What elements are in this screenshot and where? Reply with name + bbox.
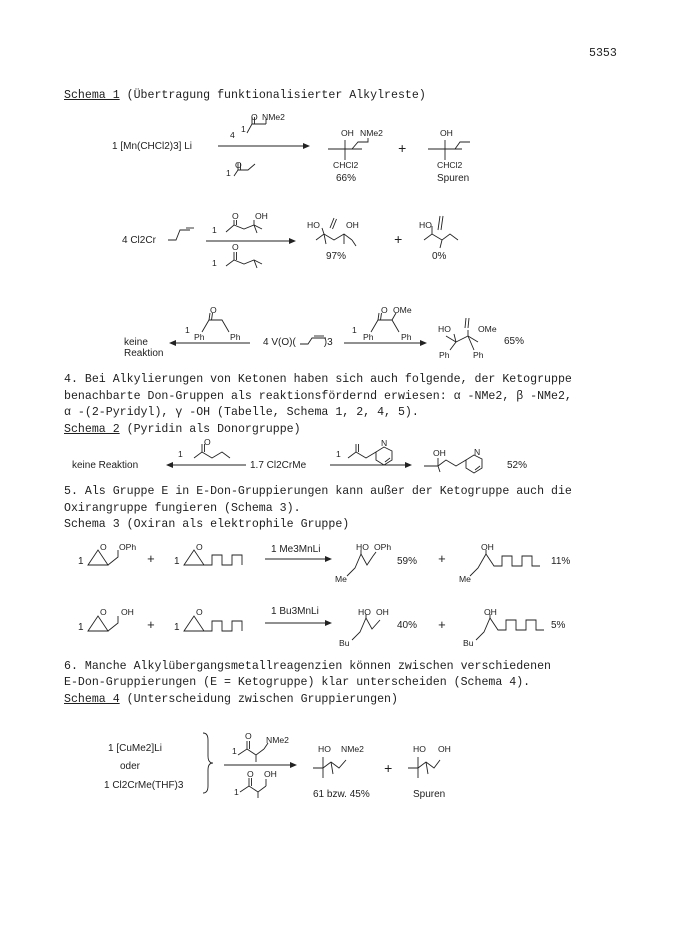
- s3r1-coef1: 1: [78, 556, 84, 567]
- s3r1-coef2: 1: [174, 556, 180, 567]
- s3r1-epoxide1: [88, 550, 118, 565]
- s1r3-p-ho: HO: [438, 324, 451, 334]
- schema3-caption: (Oxiran als elektrophile Gruppe): [119, 518, 350, 531]
- s1r1-p2-oh: OH: [440, 128, 453, 138]
- schema2-label: Schema 2: [64, 423, 120, 436]
- s2-o: O: [204, 437, 211, 447]
- s1r3-arrow-right: [344, 340, 427, 346]
- s3r1-p2-me: Me: [459, 574, 471, 584]
- s1r3-keine: keine: [124, 337, 148, 348]
- s1r3-reagent: 4 V(O)( )3: [263, 337, 333, 348]
- s3r2-product2: [476, 614, 544, 640]
- s4-p1-nme2: NMe2: [341, 744, 364, 754]
- s1r2-plus: +: [394, 233, 403, 249]
- schema1-label: Schema 1: [64, 89, 120, 102]
- s1r3-vinyl-ligand: [300, 336, 326, 344]
- s3r1-product1: [347, 550, 376, 576]
- s2-coef-left: 1: [178, 449, 183, 459]
- s3r1-p2-oh: OH: [481, 542, 494, 552]
- s1r3-o-left: O: [210, 305, 217, 315]
- s1r3-p-ph2: Ph: [473, 350, 484, 360]
- s3r1-product2: [470, 550, 540, 576]
- s3r2-p1-ho: HO: [358, 607, 371, 617]
- s1r3-ph-r2: Ph: [401, 332, 412, 342]
- s4-plus: +: [384, 762, 393, 778]
- s4-p1-ho: HO: [318, 744, 331, 754]
- s1r3-product: [446, 318, 478, 350]
- s1r2-product2: [424, 216, 458, 248]
- s2-arrow-right: [330, 462, 412, 468]
- s3r1-oph: OPh: [119, 542, 137, 552]
- s3r2-reagent: 1 Bu3MnLi: [271, 606, 319, 617]
- s4-reactant-bottom: [240, 778, 266, 798]
- s4-product2: [408, 757, 440, 778]
- s1r2-oh-top: OH: [255, 211, 268, 221]
- schema4-label: Schema 4: [64, 693, 120, 706]
- s1r1-arrow: [218, 143, 310, 149]
- s4-o-bottom: O: [247, 769, 254, 779]
- s1r2-reactant-top: [226, 220, 262, 233]
- s3r1-reagent: 1 Me3MnLi: [271, 544, 321, 555]
- s3r1-o2: O: [196, 542, 203, 552]
- s3r2-product1: [352, 614, 380, 640]
- s1r2-p2-yield: 0%: [432, 251, 447, 262]
- s4-p2-ho: HO: [413, 744, 426, 754]
- para4-line3: α -(2-Pyridyl), γ -OH (Tabelle, Schema 1, 2, 4, 5).: [64, 406, 419, 419]
- s1r1-product2: [428, 140, 470, 160]
- s3r2-coef1: 1: [78, 622, 84, 633]
- s1r2-coef-top: 1: [212, 225, 217, 235]
- s1r3-coef-left: 1: [185, 325, 190, 335]
- s1r2-o-bottom: O: [232, 242, 239, 252]
- s1r2-reagent: 4 Cl2Cr: [122, 235, 156, 246]
- s4-reactant-top: [238, 741, 268, 762]
- s3r2-plus1: +: [147, 618, 155, 633]
- s4-nme2-top: NMe2: [266, 735, 289, 745]
- s1r1-p1-chcl2: CHCl2: [333, 160, 359, 170]
- s3r2-p1-yield: 40%: [397, 620, 418, 631]
- s1r2-p2-ho: HO: [419, 220, 432, 230]
- s3r2-p2-bu: Bu: [463, 638, 474, 648]
- schema3-label: Schema 3: [64, 518, 120, 531]
- para6-line2: E-Don-Gruppierungen (E = Ketogruppe) klar unterscheiden (Schema 4).: [64, 676, 531, 689]
- s1r1-p1-nme2: NMe2: [360, 128, 383, 138]
- s4-coef-top: 1: [232, 746, 237, 756]
- s1r1-o-top: O: [251, 112, 258, 122]
- s4-p2-yield: Spuren: [413, 789, 446, 800]
- s3r2-plus2: +: [438, 618, 446, 633]
- s4-reagent2: 1 Cl2CrMe(THF)3: [104, 780, 184, 791]
- para5-line1: 5. Als Gruppe E in E-Don-Gruppierungen kann außer der Ketogruppe auch die: [64, 485, 572, 498]
- s1r3-p-ome: OMe: [478, 324, 497, 334]
- s4-bracket: [203, 733, 213, 793]
- s1r1-coef-top: 1: [241, 124, 246, 134]
- page-number: 5353: [589, 47, 617, 60]
- s3r2-p2-yield: 5%: [551, 620, 566, 631]
- schema2-caption: (Pyridin als Donorgruppe): [119, 423, 301, 436]
- s1r1-reagent: 1 [Mn(CHCl2)3] Li: [112, 141, 193, 152]
- s1r2-p1-yield: 97%: [326, 251, 347, 262]
- s4-p2-oh: OH: [438, 744, 451, 754]
- para4-line1: 4. Bei Alkylierungen von Ketonen haben sich auch folgende, der Ketogruppe: [64, 373, 572, 386]
- s3r2-p1-bu: Bu: [339, 638, 350, 648]
- s2-reactant-left: [194, 444, 230, 458]
- s1r3-ph-r1: Ph: [363, 332, 374, 342]
- s1r2-o-top: O: [232, 211, 239, 221]
- s3r1-plus2: +: [438, 552, 446, 567]
- s1r2-product1: [316, 218, 356, 246]
- schema4-caption: (Unterscheidung zwischen Gruppierungen): [119, 693, 398, 706]
- s3r2-coef2: 1: [174, 622, 180, 633]
- s1r1-small4: 4: [230, 130, 235, 140]
- s1r1-product1: [328, 138, 368, 160]
- para5-line2: Oxirangruppe fungieren (Schema 3).: [64, 502, 301, 515]
- s1r1-reactant-ketone: [234, 163, 255, 176]
- s3r1-epoxide2: [184, 550, 242, 565]
- s3r1-plus1: +: [147, 552, 155, 567]
- s3r2-epoxide1: [88, 616, 118, 631]
- s2-reactant-right: [348, 444, 392, 465]
- s3r1-o1: O: [100, 542, 107, 552]
- s1r2-p1-ho: HO: [307, 220, 320, 230]
- s3r1-arrow: [265, 556, 332, 562]
- s2-arrow-left: [166, 462, 246, 468]
- s3r2-p1-oh: OH: [376, 607, 389, 617]
- s2-p-n: N: [474, 447, 481, 457]
- s1r1-p1-yield: 66%: [336, 173, 357, 184]
- s1r3-reactant-right: [371, 313, 399, 332]
- s1r1-coef-bottom: 1: [226, 168, 231, 178]
- s2-n: N: [381, 438, 388, 448]
- s3r2-epoxide2: [184, 616, 242, 631]
- s1r3-coef-right: 1: [352, 325, 357, 335]
- s1r3-ph-l1: Ph: [194, 332, 205, 342]
- s1r2-reactant-bottom: [226, 252, 262, 268]
- s1r3-ome-right: OMe: [393, 305, 412, 315]
- s4-oh-bottom: OH: [264, 769, 277, 779]
- s3r2-o2: O: [196, 607, 203, 617]
- s1r1-o-bottom: O: [235, 160, 242, 170]
- s3r1-p1-oph: OPh: [374, 542, 392, 552]
- s4-reagent1: 1 [CuMe2]Li: [108, 743, 162, 754]
- s3r2-p2-oh: OH: [484, 607, 497, 617]
- s3r1-p1-me: Me: [335, 574, 347, 584]
- s4-product1: [313, 757, 346, 778]
- s2-p-oh: OH: [433, 448, 446, 458]
- s4-oder: oder: [120, 761, 141, 772]
- s1r3-o-right: O: [381, 305, 388, 315]
- s1r2-coef-bottom: 1: [212, 258, 217, 268]
- s1r1-p2-yield: Spuren: [437, 173, 470, 184]
- s1r3-arrow-left: [169, 340, 250, 346]
- s1r2-vinyl: [168, 228, 194, 240]
- s4-p1-yield: 61 bzw. 45%: [313, 789, 370, 800]
- s3r2-arrow: [265, 620, 332, 626]
- s3r2-o1: O: [100, 607, 107, 617]
- s1r3-p-ph1: Ph: [439, 350, 450, 360]
- s2-product: [424, 455, 482, 473]
- s1r1-plus: +: [398, 142, 407, 158]
- s2-keine-reaktion: keine Reaktion: [72, 460, 139, 471]
- schema1-caption: (Übertragung funktionalisierter Alkylreste): [119, 89, 426, 102]
- s1r3-reactant-left: [202, 313, 229, 332]
- s3r2-oh: OH: [121, 607, 134, 617]
- s1r2-p1-oh: OH: [346, 220, 359, 230]
- s3r1-p1-yield: 59%: [397, 556, 418, 567]
- s1r3-reaktion: Reaktion: [124, 348, 164, 359]
- s2-p-yield: 52%: [507, 460, 528, 471]
- para4-line2: benachbarte Don-Gruppen als reaktionsfördernd erwiesen: α -NMe2, β -NMe2,: [64, 390, 572, 403]
- s1r1-p1-oh: OH: [341, 128, 354, 138]
- s2-reagent: 1.7 Cl2CrMe: [250, 460, 307, 471]
- s1r2-arrow: [206, 238, 296, 244]
- s1r1-p2-chcl2: CHCl2: [437, 160, 463, 170]
- s3r1-p1-ho: HO: [356, 542, 369, 552]
- s2-coef-right: 1: [336, 449, 341, 459]
- para6-line1: 6. Manche Alkylübergangsmetallreagenzien können zwischen verschiedenen: [64, 660, 552, 673]
- s4-coef-bottom: 1: [234, 787, 239, 797]
- s3r1-p2-yield: 11%: [551, 556, 571, 567]
- s1r1-reactant-amide: [247, 117, 266, 133]
- s4-o-top: O: [245, 731, 252, 741]
- s1r1-nme2: NMe2: [262, 112, 285, 122]
- s4-arrow: [224, 762, 297, 768]
- s1r3-p-yield: 65%: [504, 336, 525, 347]
- s1r3-ph-l2: Ph: [230, 332, 241, 342]
